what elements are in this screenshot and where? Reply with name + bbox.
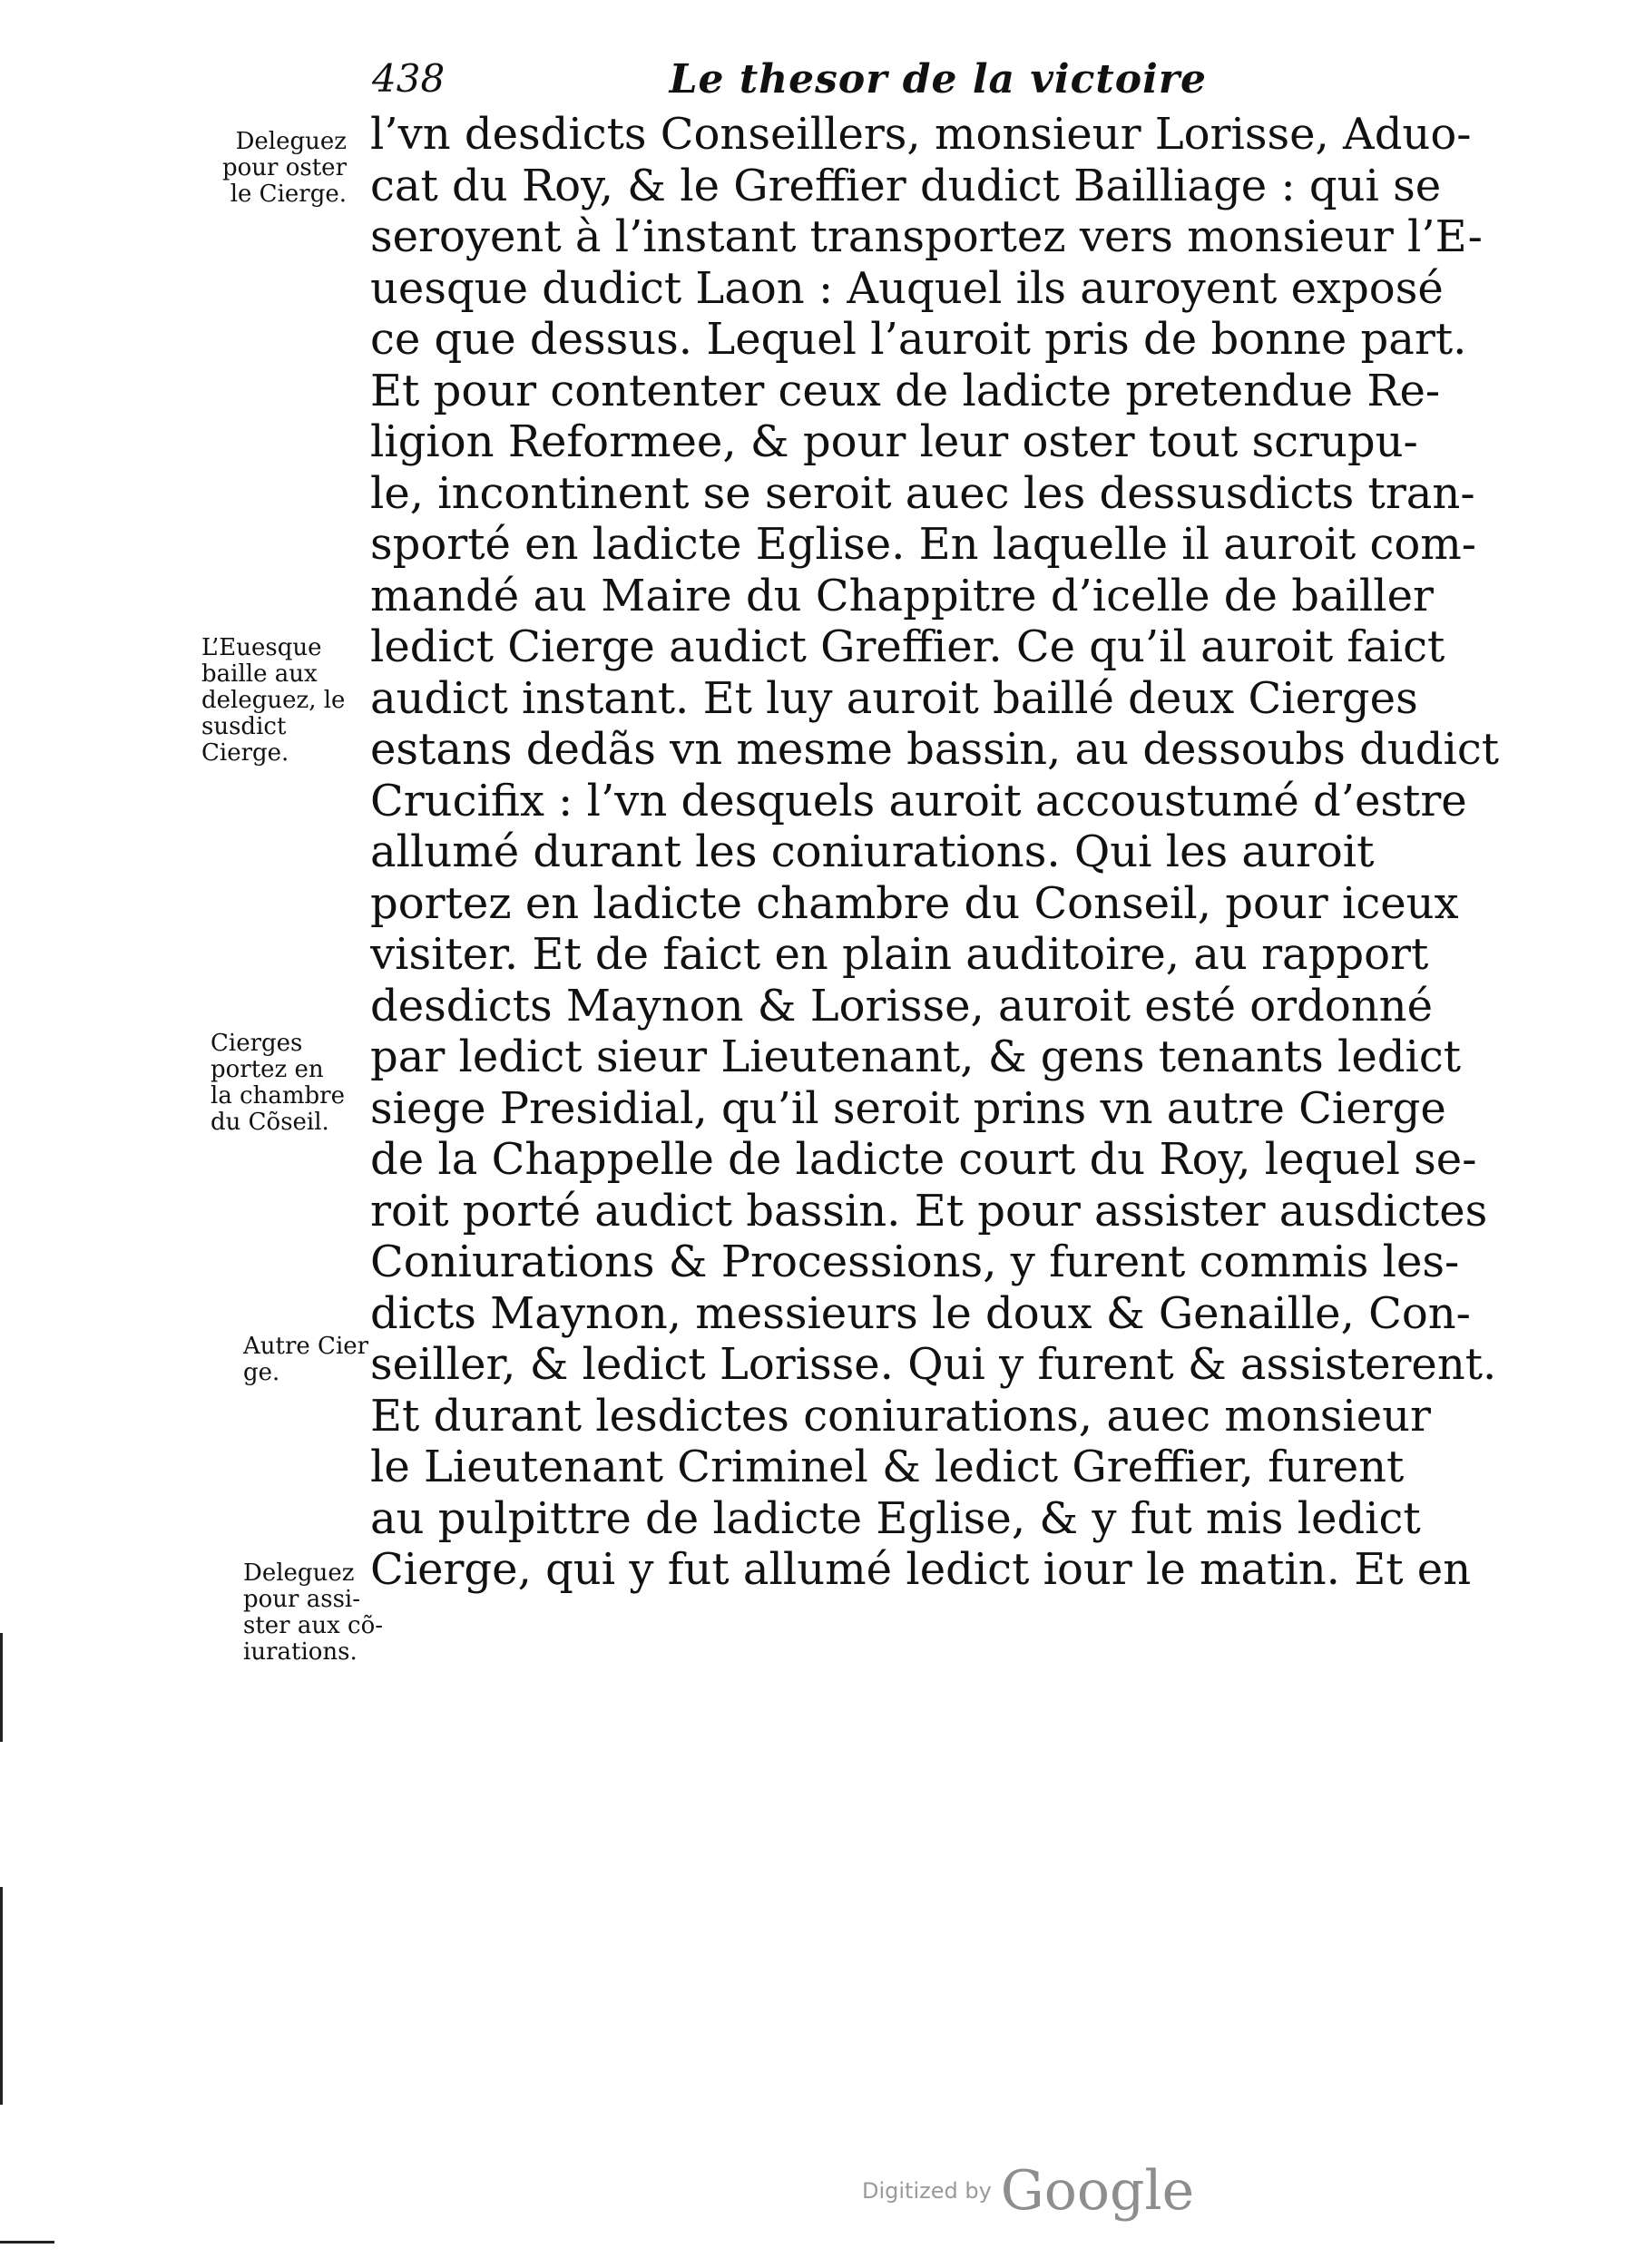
margin-note-deleguez-assister xyxy=(243,1559,384,1666)
text-line: allumé durant les coniurations. Qui les auroit xyxy=(370,826,1375,877)
text-line: audict instant. Et luy auroit baillé deux Cierges xyxy=(370,672,1418,724)
text-line: l’vn desdicts Conseillers, monsieur Lorisse, Aduo- xyxy=(370,109,1472,160)
margin-note-line: ge. xyxy=(243,1359,280,1386)
margin-note-line: Autre Cier xyxy=(243,1333,369,1360)
margin-note-line: la chambre xyxy=(211,1082,346,1110)
margin-note-line: pour assi- xyxy=(243,1586,361,1613)
running-head: Le thesor de la victoire xyxy=(669,56,1207,103)
margin-note-cierges-portez xyxy=(211,1031,383,1136)
text-line: siege Presidial, qu’il seroit prins vn autre Cierge xyxy=(370,1082,1446,1134)
text-line: portez en ladicte chambre du Conseil, pour iceux xyxy=(370,877,1459,929)
margin-note-line: iurations. xyxy=(243,1638,358,1666)
margin-note-line: du Cõseil. xyxy=(211,1109,329,1136)
text-line: ligion Reformee, & pour leur oster tout scrupu- xyxy=(370,416,1418,467)
text-line: Crucifix : l’vn desquels auroit accoustumé d’estre xyxy=(370,775,1467,826)
text-line: le Lieutenant Criminel & ledict Greffier, furent xyxy=(370,1442,1405,1492)
scan-edge-mark xyxy=(0,1887,3,2105)
margin-note-line: Cierges xyxy=(211,1030,303,1057)
margin-note-line: le Cierge. xyxy=(230,181,347,208)
scan-edge-mark xyxy=(0,1633,3,1742)
watermark-prefix: Digitized by xyxy=(862,2178,992,2204)
text-line: seiller, & ledict Lorisse. Qui y furent & assisterent. xyxy=(370,1339,1497,1390)
text-line: desdicts Maynon & Lorisse, auroit esté ordonné xyxy=(370,980,1433,1031)
page-number: 438 xyxy=(372,56,446,101)
body-text xyxy=(370,109,1541,1596)
margin-note-line: L’Euesque xyxy=(201,634,322,661)
digitization-watermark xyxy=(862,2159,1194,2223)
margin-note-line: Deleguez xyxy=(235,128,347,155)
text-line: de la Chappelle de ladicte court du Roy, lequel se- xyxy=(370,1134,1477,1185)
google-wordmark: Google xyxy=(1000,2159,1195,2223)
text-line: estans dedãs vn mesme bassin, au dessoubs dudict xyxy=(370,724,1500,775)
margin-note-line: Deleguez xyxy=(243,1559,355,1587)
text-line: mandé au Maire du Chappitre d’icelle de bailler xyxy=(370,570,1434,621)
text-line: roit porté audict bassin. Et pour assister ausdictes xyxy=(370,1185,1488,1237)
margin-note-line: ster aux cõ- xyxy=(243,1612,384,1639)
margin-note-line: deleguez, le xyxy=(201,687,346,714)
text-line: Et pour contenter ceux de ladicte pretendue Re- xyxy=(370,365,1441,416)
text-line: ledict Cierge audict Greffier. Ce qu’il auroit faict xyxy=(370,621,1445,672)
scan-bottom-mark xyxy=(0,2241,54,2244)
text-line: sporté en ladicte Eglise. En laquelle il auroit com- xyxy=(370,519,1476,570)
text-line: dicts Maynon, messieurs le doux & Genaille, Con- xyxy=(370,1287,1471,1339)
margin-note-euesque-baille xyxy=(201,635,383,767)
text-line: cat du Roy, & le Greffier dudict Bailliage : qui se xyxy=(370,160,1442,211)
margin-note-line: susdict xyxy=(201,713,287,740)
text-line: Cierge, qui y fut allumé ledict iour le matin. Et en xyxy=(370,1544,1472,1595)
margin-note-line: Cierge. xyxy=(201,739,289,767)
text-line: uesque dudict Laon : Auquel ils auroyent exposé xyxy=(370,262,1444,314)
text-line: au pulpittre de ladicte Eglise, & y fut mis ledict xyxy=(370,1492,1421,1544)
text-line: Et durant lesdictes coniurations, auec monsieur xyxy=(370,1390,1431,1442)
text-line: Coniurations & Processions, y furent commis les- xyxy=(370,1237,1460,1287)
margin-note-line: portez en xyxy=(211,1056,324,1083)
margin-note-deleguez-oster xyxy=(201,129,347,208)
text-line: par ledict sieur Lieutenant, & gens tenants ledict xyxy=(370,1031,1462,1082)
margin-note-line: baille aux xyxy=(201,660,318,688)
text-line: ce que dessus. Lequel l’auroit pris de bonne part. xyxy=(370,314,1467,365)
page-header xyxy=(372,56,1207,111)
margin-note-line: pour oster xyxy=(222,154,347,181)
text-line: seroyent à l’instant transportez vers monsieur l’E- xyxy=(370,211,1483,262)
margin-note-autre-cierge xyxy=(243,1334,379,1386)
text-line: le, incontinent se seroit auec les dessusdicts tran- xyxy=(370,467,1475,519)
text-line: visiter. Et de faict en plain auditoire, au rapport xyxy=(370,929,1429,980)
